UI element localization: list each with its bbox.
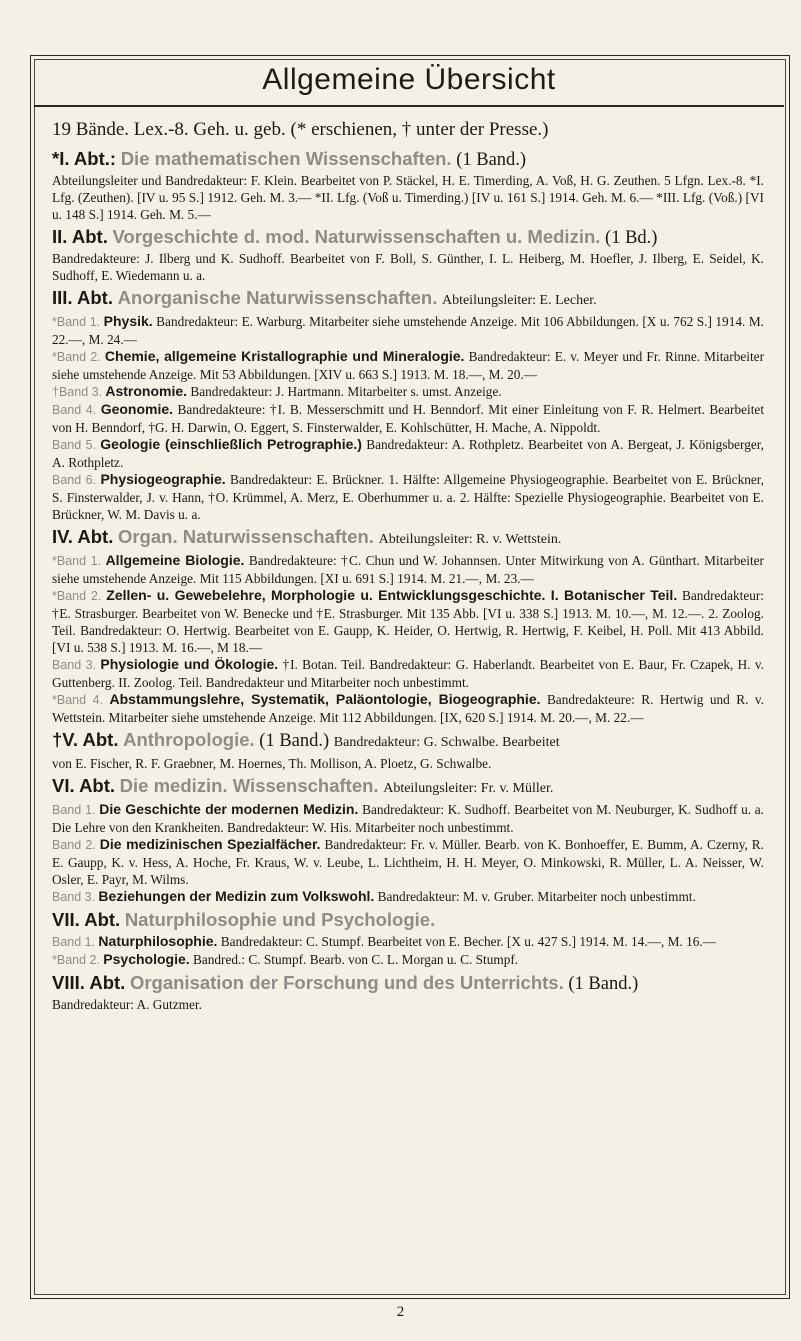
section-rest: (1 Band.) xyxy=(456,150,527,170)
entry-ttl: Psychologie. xyxy=(103,951,190,967)
entry-text: Bandredakteure: R. Hertwig und R. v. Wettstein. Mitarbeiter siehe umstehende Anzeige. Mit 112 Abbildungen. [IX, 620 S.] 1914. M. 20.—, M. 22.— xyxy=(52,692,764,725)
section-rest: (1 Bd.) xyxy=(605,228,658,248)
entry-text: Abteilungsleiter und Bandredakteur: F. Klein. Bearbeitet von P. Stäckel, H. E. Timerding, A. Voß, H. G. Zeuthen. 5 Lfgn. Lex.-8. *I. Lfg. (Zeuthen). [IV u. 95 S.] 1912. Geh. M. 3.— *II. Lfg. (Voß u. Timerding.) [IV u. 161 S.] 1914. Geh. M. 6.— *III. Lfg. (Voß.) [VI u. 148 S.] 1914. Geh. M. 5.— xyxy=(52,173,764,222)
section xyxy=(52,971,764,1013)
section-heading xyxy=(52,525,764,552)
entry-band: *Band 1. xyxy=(52,315,101,329)
entry-paragraph xyxy=(52,836,764,888)
section-heading xyxy=(52,908,764,933)
entry-text: Bandredakteur: J. Hartmann. Mitarbeiter s. umst. Anzeige. xyxy=(190,384,502,399)
entry-band: Band 4. xyxy=(52,403,97,417)
section xyxy=(52,728,764,772)
section-rest: (1 Band.) xyxy=(568,974,639,994)
entry-band: †Band 3. xyxy=(52,385,103,399)
entry-ttl: Die Geschichte der modernen Medizin. xyxy=(99,801,359,817)
entry-band: Band 3. xyxy=(52,658,97,672)
entry-band: Band 2. xyxy=(52,838,96,852)
section-title: Vorgeschichte d. mod. Naturwissenschaften u. Medizin. xyxy=(112,226,601,247)
entry-text: Bandredakteure: †I. B. Messerschmitt und H. Benndorf. Mit einer Einleitung von F. R. Helmert. Bearbeitet von H. Benndorf, †G. H. Darwin, O. Eggert, S. Finsterwalder, E. Kohlschütter, H. Mache, A. Nippoldt. xyxy=(52,402,765,435)
entry-text: Bandredakteur: K. Sudhoff. Bearbeitet von M. Neuburger, K. Sudhoff u. a. Die Lehre von den Krankheiten. Bandredakteur: W. His. Mitarbeiter noch unbestimmt. xyxy=(52,802,765,835)
entry-ttl: Physiologie und Ökologie. xyxy=(100,656,279,672)
entry-paragraph xyxy=(52,401,764,436)
section xyxy=(52,147,764,223)
section-meta: Abteilungsleiter: E. Lecher. xyxy=(441,293,597,308)
entry-ttl: Allgemeine Biologie. xyxy=(105,552,245,568)
entry-text: Bandredakteur: †E. Strasburger. Bearbeitet von W. Benecke und †E. Strasburger. Mit 135 Abb. [VI u. 338 S.] 1913. M. 10.—, M. 12.—. 2. Zoolog. Teil. Bandredakteur: O. Hertwig. Bearbeitet von E. Gaupp, K. Heider, O. Hertwig, R. Hertwig, F. Keibel, H. Poll. Mit 413 Abbild. [VI u. 538 S.] 1913. M. 16.—, M 18.— xyxy=(52,588,764,655)
section xyxy=(52,908,764,969)
entry-text: von E. Fischer, R. F. Graebner, M. Hoernes, Th. Mollison, A. Ploetz, G. Schwalbe. xyxy=(52,756,492,771)
section-num: III. Abt. xyxy=(52,287,113,308)
section-title: Die mathematischen Wissenschaften. xyxy=(120,148,452,169)
entry-band: Band 6. xyxy=(52,473,97,487)
section-meta: Abteilungsleiter: R. v. Wettstein. xyxy=(378,532,562,547)
entry-paragraph xyxy=(52,888,764,906)
entry-band: *Band 2. xyxy=(52,350,101,364)
section-num: VI. Abt. xyxy=(52,775,116,796)
entry-text: Bandredakteur: A. Gutzmer. xyxy=(52,997,202,1012)
entry-paragraph xyxy=(52,691,764,726)
section-title: Organisation der Forschung und des Unterrichts. xyxy=(129,972,564,993)
page-title: Allgemeine Übersicht xyxy=(262,63,556,96)
section xyxy=(52,225,764,284)
entry-ttl: Astronomie. xyxy=(105,383,188,399)
entry-text: Bandredakteur: Fr. v. Müller. Bearb. von K. Bonhoeffer, E. Bumm, A. Czerny, R. E. Gaupp, K. v. Hess, A. Hoche, Fr. Kraus, W. v. Leube, L. Lichtheim, H. H. Meyer, O. Minkowski, R. Müller, L. A. Neisser, W. Osler, E. Payr, M. Wilms. xyxy=(52,837,765,887)
entry-ttl: Die medizinischen Spezialfächer. xyxy=(99,836,321,852)
entry-ttl: Physiogeographie. xyxy=(100,471,226,487)
section xyxy=(52,525,764,726)
entry-band: *Band 2. xyxy=(52,589,102,603)
section xyxy=(52,286,764,523)
content xyxy=(52,118,764,1013)
section-title: Die medizin. Wissenschaften. xyxy=(119,775,379,796)
entry-band: Band 1. xyxy=(52,935,96,949)
section-heading xyxy=(52,225,764,250)
entry-band: Band 3. xyxy=(52,890,96,904)
entry-paragraph xyxy=(52,436,764,471)
intro-line: 19 Bände. Lex.-8. Geh. u. geb. (* erschienen, † unter der Presse.) xyxy=(52,119,549,140)
entry-ttl: Geologie (einschließlich Petrographie.) xyxy=(100,436,362,452)
section-heading xyxy=(52,774,764,801)
entry-text: Bandred.: C. Stumpf. Bearb. von C. L. Morgan u. C. Stumpf. xyxy=(192,952,519,967)
section-title: Naturphilosophie und Psychologie. xyxy=(124,909,436,930)
entry-paragraph xyxy=(52,587,764,656)
section-num: II. Abt. xyxy=(52,226,108,247)
entry-band: *Band 2. xyxy=(52,953,100,967)
page-number: 2 xyxy=(396,1304,405,1320)
section-heading xyxy=(52,147,764,172)
entry-band: *Band 4. xyxy=(52,693,104,707)
entry-paragraph xyxy=(52,801,764,836)
entry-paragraph xyxy=(52,250,764,284)
entry-text: Bandredakteur: A. Rothpletz. Bearbeitet von A. Bergeat, J. Königsberger, A. Rothpletz. xyxy=(52,437,764,470)
entry-band: Band 1. xyxy=(52,803,96,817)
entry-ttl: Abstammungslehre, Systematik, Paläontologie, Biogeographie. xyxy=(109,691,541,707)
entry-text: Bandredakteur: C. Stumpf. Bearbeitet von E. Becher. [X u. 427 S.] 1914. M. 14.—, M. 16.— xyxy=(220,934,716,949)
section xyxy=(52,774,764,906)
entry-text: Bandredakteure: †C. Chun und W. Johannsen. Unter Mitwirkung von A. Günthart. Mitarbeiter siehe umstehende Anzeige. Mit 115 Abbildungen. [XI u. 691 S.] 1914. M. 21.—, M. 23.— xyxy=(52,553,764,586)
entry-paragraph xyxy=(52,383,764,401)
section-rest: (1 Band.) xyxy=(259,731,330,751)
entry-text: Bandredakteur: E. Brückner. 1. Hälfte: Allgemeine Physiogeographie. Bearbeitet von E. Brückner, S. Finsterwalder, J. v. Hann, †O. Krümmel, A. Merz, E. Oberhummer u. a. 2. Hälfte: Spezielle Physiogeographie. Bearbeitet von E. Brückner, W. M. Davis u. a. xyxy=(52,472,764,522)
section-heading xyxy=(52,971,764,996)
entry-paragraph xyxy=(52,348,764,383)
section-meta: Abteilungsleiter: Fr. v. Müller. xyxy=(383,781,554,796)
entry-ttl: Beziehungen der Medizin zum Volkswohl. xyxy=(98,888,375,904)
entry-ttl: Physik. xyxy=(103,313,153,329)
entry-paragraph xyxy=(52,996,764,1013)
entry-paragraph xyxy=(52,656,764,691)
section-title: Anorganische Naturwissenschaften. xyxy=(117,287,438,308)
entry-ttl: Chemie, allgemeine Kristallographie und Mineralogie. xyxy=(104,348,465,364)
section-title: Organ. Naturwissenschaften. xyxy=(117,526,374,547)
entry-text: Bandredakteur: E. v. Meyer und Fr. Rinne. Mitarbeiter siehe umstehende Anzeige. Mit 53 Abbildungen. [XIV u. 663 S.] 1913. M. 18.—, M. 20.— xyxy=(52,349,764,382)
header-banner xyxy=(34,59,784,107)
section-num: IV. Abt. xyxy=(52,526,114,547)
entry-paragraph xyxy=(52,951,764,969)
entry-paragraph xyxy=(52,313,764,348)
entry-text: Bandredakteur: M. v. Gruber. Mitarbeiter noch unbestimmt. xyxy=(377,889,696,904)
entry-band: *Band 1. xyxy=(52,554,102,568)
entry-paragraph xyxy=(52,933,764,951)
section-num: †V. Abt. xyxy=(52,729,119,750)
section-num: *I. Abt.: xyxy=(52,148,117,169)
section-heading xyxy=(52,286,764,313)
entry-paragraph xyxy=(52,471,764,523)
section-meta: Bandredakteur: G. Schwalbe. Bearbeitet xyxy=(333,735,560,750)
section-heading xyxy=(52,728,764,755)
entry-ttl: Naturphilosophie. xyxy=(98,933,218,949)
entry-text: Bandredakteure: J. Ilberg und K. Sudhoff. Bearbeitet von F. Boll, S. Günther, I. L. Heiberg, M. Hoefler, J. Ilberg, E. Seidel, K. Sudhoff, E. Wiedemann u. a. xyxy=(52,251,764,283)
entry-paragraph xyxy=(52,552,764,587)
entry-ttl: Zellen- u. Gewebelehre, Morphologie u. Entwicklungsgeschichte. I. Botanischer Teil. xyxy=(106,587,678,603)
entry-paragraph xyxy=(52,755,764,772)
entry-ttl: Geonomie. xyxy=(100,401,174,417)
entry-text: †I. Botan. Teil. Bandredakteur: G. Haberlandt. Bearbeitet von E. Baur, Fr. Czapek, H. v. Guttenberg. II. Zoolog. Teil. Bandredakteur und Mitarbeiter noch unbestimmt. xyxy=(52,657,765,690)
section-num: VIII. Abt. xyxy=(52,972,126,993)
section-num: VII. Abt. xyxy=(52,909,121,930)
entry-paragraph xyxy=(52,172,764,223)
entry-text: Bandredakteur: E. Warburg. Mitarbeiter siehe umstehende Anzeige. Mit 106 Abbildungen. [X u. 762 S.] 1914. M. 22.—, M. 24.— xyxy=(52,314,764,347)
section-title: Anthropologie. xyxy=(123,729,255,750)
entry-band: Band 5. xyxy=(52,438,97,452)
